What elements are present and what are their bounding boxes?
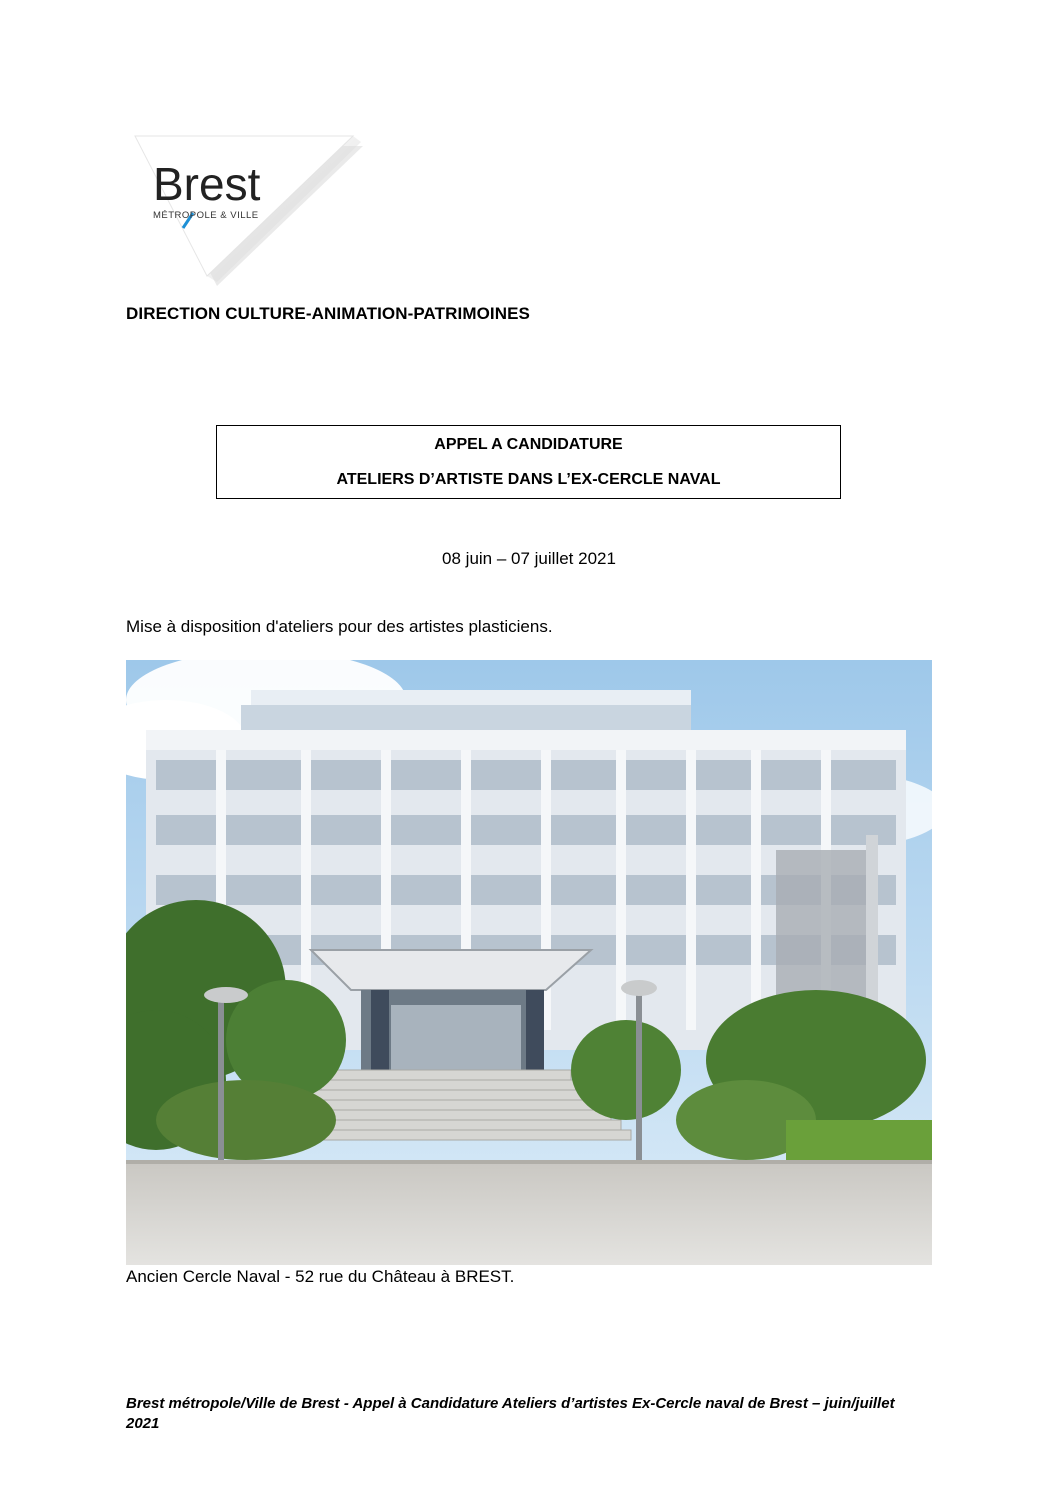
logo-tagline: MÉTROPOLE & VILLE <box>153 210 259 221</box>
page-footer: Brest métropole/Ville de Brest - Appel à Candidature Ateliers d’artistes Ex-Cercle naval de Brest – juin/juillet 2021 <box>126 1395 895 1432</box>
logo-wordmark: Brest <box>153 158 261 210</box>
direction-heading: DIRECTION CULTURE-ANIMATION-PATRIMOINES <box>126 304 530 323</box>
photo-caption: Ancien Cercle Naval - 52 rue du Château à BREST. <box>126 1267 515 1286</box>
title-line-1: APPEL A CANDIDATURE <box>434 436 623 453</box>
building-photo <box>126 660 932 1265</box>
title-box <box>216 425 841 499</box>
intro-text: Mise à disposition d'ateliers pour des artistes plasticiens. <box>126 617 553 636</box>
title-line-2: ATELIERS D’ARTISTE DANS L’EX-CERCLE NAVAL <box>336 471 721 488</box>
brest-logo <box>125 130 375 290</box>
date-range: 08 juin – 07 juillet 2021 <box>442 549 616 568</box>
